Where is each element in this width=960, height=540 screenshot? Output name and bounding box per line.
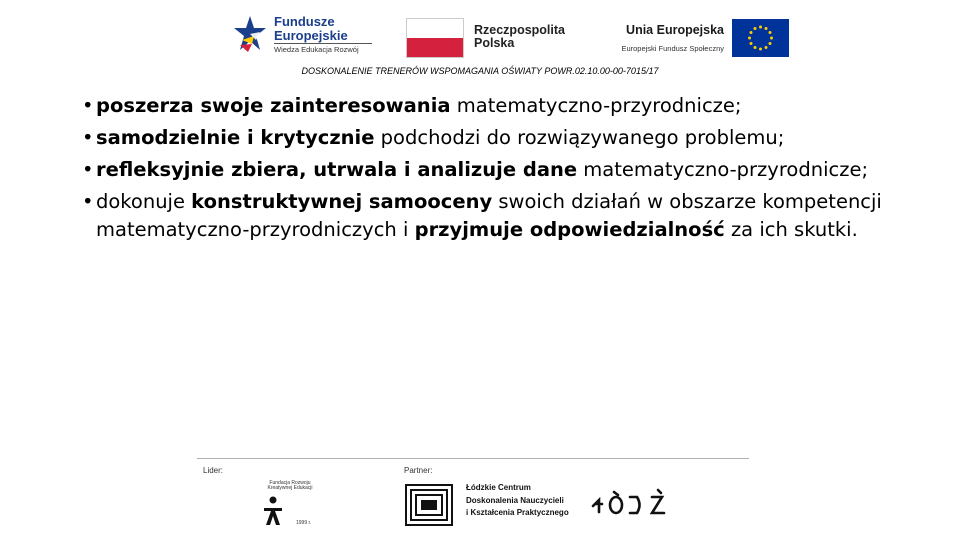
partner-name-line1: Łódzkie Centrum — [466, 483, 531, 492]
item-bold-text: refleksyjnie zbiera, utrwala i analizuje dane — [96, 158, 578, 181]
lider-name: Fundacja Rozwoju Kreatywnej Edukacji — [267, 480, 313, 491]
ue-logo-sub: Europejski Fundusz Społeczny — [621, 44, 724, 53]
footer-divider — [197, 458, 749, 459]
item-text: swoich działań w obszarze kompetencji matematyczno-przyrodniczych i — [96, 190, 882, 241]
fundusze-europejskie-logo — [230, 12, 375, 58]
item-bold-text: konstruktywnej samooceny — [191, 190, 493, 213]
lider-logo — [254, 478, 320, 528]
bullet-icon: • — [82, 94, 94, 117]
fe-logo-text — [274, 15, 348, 43]
ue-logo-text — [602, 23, 724, 53]
item-bold-text: poszerza swoje zainteresowania — [96, 94, 451, 117]
bullet-icon: • — [82, 190, 94, 213]
competency-list — [76, 92, 906, 248]
fe-logo-line1: Fundusze — [274, 14, 335, 29]
bullet-icon: • — [82, 126, 94, 149]
lodz-city-logo — [590, 488, 672, 516]
eu-flag-icon — [732, 19, 789, 57]
rp-logo-line1: Rzeczpospolita — [474, 23, 565, 37]
ue-logo-title: Unia Europejska — [626, 23, 724, 37]
partner-name — [466, 482, 569, 520]
fe-logo-line2: Europejskie — [274, 28, 348, 43]
item-bold-text: samodzielnie i krytycznie — [96, 126, 375, 149]
logo-strip — [230, 12, 790, 60]
partner-label: Partner: — [404, 466, 433, 475]
running-figure-icon — [260, 496, 286, 526]
item-text: matematyczno-przyrodnicze; — [577, 158, 869, 181]
rp-logo-text — [474, 24, 565, 50]
item-text: matematyczno-przyrodnicze; — [450, 94, 742, 117]
item-text: za ich skutki. — [724, 218, 858, 241]
list-item — [76, 156, 906, 184]
fe-logo-sub: Wiedza Edukacja Rozwój — [274, 45, 359, 54]
fe-logo-divider — [274, 43, 372, 44]
rp-logo-line2: Polska — [474, 36, 515, 50]
bullet-icon: • — [82, 158, 94, 181]
item-text: podchodzi do rozwiązywanego problemu; — [374, 126, 785, 149]
ldn-logo-icon — [405, 484, 453, 526]
item-text: dokonuje — [96, 190, 192, 213]
project-code-line: DOSKONALENIE TRENERÓW WSPOMAGANIA OŚWIATY POWR.02.10.00-00-7015/17 — [301, 66, 659, 76]
partner-name-line3: i Kształcenia Praktycznego — [466, 508, 569, 517]
list-item — [76, 92, 906, 120]
fe-star-icon — [232, 14, 268, 54]
polish-flag-icon — [406, 18, 464, 58]
list-item — [76, 124, 906, 152]
partner-name-line2: Doskonalenia Nauczycieli — [466, 495, 564, 505]
rzeczpospolita-polska-logo — [406, 18, 576, 58]
lider-year: 1999 r. — [296, 520, 312, 526]
list-item — [76, 188, 906, 244]
unia-europejska-logo — [602, 18, 792, 58]
item-bold-text: przyjmuje odpowiedzialność — [414, 218, 725, 241]
lider-label: Lider: — [203, 466, 224, 475]
